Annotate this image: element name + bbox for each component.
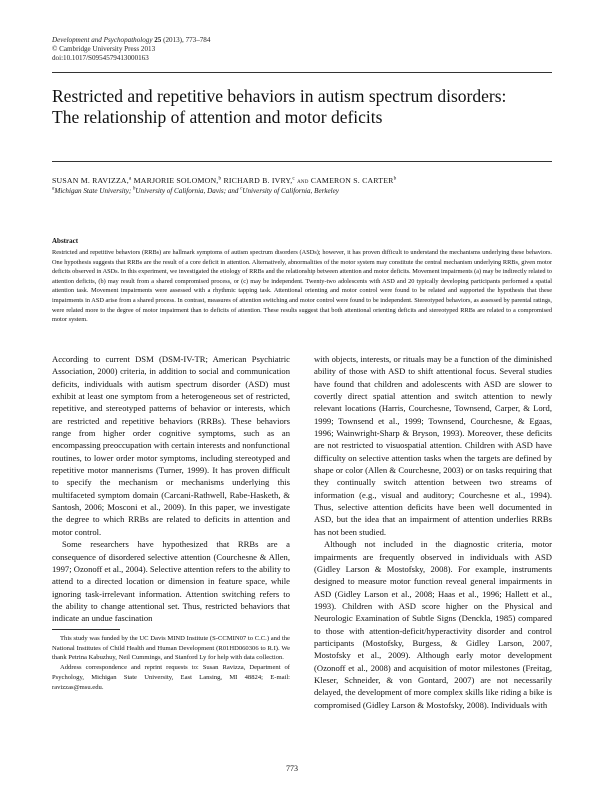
footnote: [52, 634, 290, 692]
body-paragraph: Some researchers have hypothesized that RRBs are a consequence of disordered selective attention (Courchesne & Allen, 1997; Ozonoff et al., 2004). Selective attention refers to the ability to attend to a directed location or dimension in feature space, while ignoring task-irrelevant information. Attention switching refers to the ability to change attentional set. Thus, restricted behaviors that indicate an undue fascination: [52, 539, 290, 624]
author-name: CAMERON S. CARTER: [310, 176, 394, 185]
affil-sup: a: [52, 186, 55, 192]
author-list: [52, 176, 396, 185]
affiliations: [52, 187, 339, 195]
journal-name: Development and Psychopathology: [52, 36, 153, 44]
footnote-funding: This study was funded by the UC Davis MIND Institute (S-CCMIN07 to C.C.) and the National Institutes of Child Health and Human Development (R01HD060306 to R.I). We thank Petrina Kabuzhuy, Neil Cummings, and Stanford Ly for help with data collection.: [52, 635, 290, 662]
journal-volume: 25: [154, 36, 162, 44]
author-sup: b: [218, 175, 222, 182]
footnote-divider: [52, 629, 120, 630]
page-number: 773: [286, 764, 298, 773]
journal-header: [52, 36, 210, 64]
affiliation: University of California, Berkeley: [242, 187, 339, 195]
author-name: SUSAN M. RAVIZZA,: [52, 176, 129, 185]
affil-sup: c: [240, 186, 243, 192]
affil-sup: b: [133, 186, 136, 192]
affiliation: Michigan State University;: [54, 187, 134, 195]
article-title: [52, 86, 552, 128]
affiliation: University of California, Davis; and: [135, 187, 241, 195]
body-paragraph: with objects, interests, or rituals may be a function of the diminished ability of those with ASD to shift attentional focus. Several studies have found that children and adolescents with ASD are slower to covertly direct spatial attention and switch attention to newly relevant locations (Harris, Courchesne, Townsend, Carper, & Lord, 1999; Townsend et al., 1999; Townsend, Courchesne, & Egaas, 1996; Wainwright-Sharp & Bryson, 1993). Moreover, these deficits are not restricted to visuospatial attention. Children with ASD have difficulty on selective attention tasks when the targets are defined by shape or color (Allen & Courchesne, 2003) or on tasks requiring that they continually switch attention between two streams of information (e.g., visual and auditory; Courchesne et al., 1994). Thus, selective attention deficits have been well documented in ASD, but the idea that an impairment of attention underlies RRBs has not been studied.: [314, 354, 552, 537]
author-sup: c: [292, 175, 295, 182]
author-and: and: [297, 177, 309, 185]
title-divider: [52, 161, 552, 162]
author-sup: b: [393, 175, 397, 182]
abstract-heading: Abstract: [52, 237, 79, 245]
footnote-correspondence: Address correspondence and reprint requests to: Susan Ravizza, Department of Psychology, Michigan State University, East Lansing, MI 48824; E-mail: ravizzas@msu.edu.: [52, 664, 290, 691]
author-sup: a: [128, 175, 132, 182]
author-name: RICHARD B. IVRY,: [221, 176, 293, 185]
journal-issue-pages: (2013), 773–784: [161, 36, 211, 44]
body-left-column: [52, 353, 290, 625]
abstract-text: Restricted and repetitive behaviors (RRBs) are hallmark symptoms of autism spectrum disorders (ASDs); however, it has proven difficult to understand the mechanisms underlying these behaviors. One hypothesis suggests that RRBs are the result of a core deficit in attention. Alternatively, abnormalities of the motor system may constitute the central mechanism underlying RRBs, given motor deficits observed in ASDs. In this experiment, we investigated the etiology of RRBs and the relationship between attention and motor deficits. Movement impairments (a) may be indirectly related to attention deficits, (b) may result from a shared compromised process, or (c) may be independent. Twenty-two adolescents with ASD and 20 typically developing participants performed a spatial attention task. Movement impairments were assessed with a rhythmic tapping task. Attentional orienting and motor control were found to be related and supported the hypothesis that these impairments in ASD arise from a shared process. In contrast, measures of attention switching and motor control were found to be independent. Stereotyped behaviors, as assessed by parental ratings, were related more to the degree of motor impairment than to deficits of attention. These results suggest that both attentional orienting deficits and stereotyped RRBs are related to a compromised motor system.: [52, 249, 552, 324]
top-divider: [52, 72, 552, 73]
journal-citation: [52, 36, 210, 45]
title-line-2: The relationship of attention and motor deficits: [52, 107, 383, 127]
author-name: MARJORIE SOLOMON,: [131, 176, 219, 185]
journal-copyright: © Cambridge University Press 2013: [52, 45, 156, 54]
body-paragraph: Although not included in the diagnostic criteria, motor impairments are frequently observed in individuals with ASD (Gidley Larson & Mostofsky, 2008). For example, instruments designed to measure motor function reveal general impairments in ASD (Gidley Larson et al., 2008; Haas et al., 1996; Hallett et al., 1993). Children with ASD score higher on the Physical and Neurologic Examination of Subtle Signs (Denckla, 1985) compared to those with attention-deficit/hyperactivity disorder and control participants (Mostofsky, Burgess, & Gidley Larson, 2007, Mostofsky et al., 2009). Although early motor development (Ozonoff et al., 2008) and acquisition of motor milestones (Freitag, Kleser, Schneider, & von Gontard, 2007) are not necessarily delayed, the development of more complex skills like riding a bike is compromised (Gidley Larson & Mostofsky, 2008). Individuals with: [314, 539, 552, 710]
journal-doi: doi:10.1017/S0954579413000163: [52, 54, 149, 63]
body-right-column: [314, 353, 552, 711]
title-line-1: Restricted and repetitive behaviors in autism spectrum disorders:: [52, 86, 507, 106]
body-paragraph: According to current DSM (DSM-IV-TR; American Psychiatric Association, 2000) criteria, in addition to social and communication deficits, individuals with autism spectrum disorder (ASD) must exhibit at least one symptom from a heterogeneous set of restricted, repetitive, and stereotyped patterns of behavior or interests, which are restricted and repetitive behaviors (RRBs). These behaviors range from higher order cognitive symptoms, such as an encompassing preoccupation with certain interests and nonfunctional routines, to lower order motor symptoms, including stereotyped and repetitive motor mannerisms (Turner, 1999). It has proven difficult to specify the mechanism or mechanisms underlying this multifaceted symptom domain (Carcani-Rathwell, Rabe-Hasketh, & Santosh, 2006; Mosconi et al., 2009). In this paper, we investigate the degree to which RRBs are related to deficits in attention and motor control.: [52, 354, 290, 537]
